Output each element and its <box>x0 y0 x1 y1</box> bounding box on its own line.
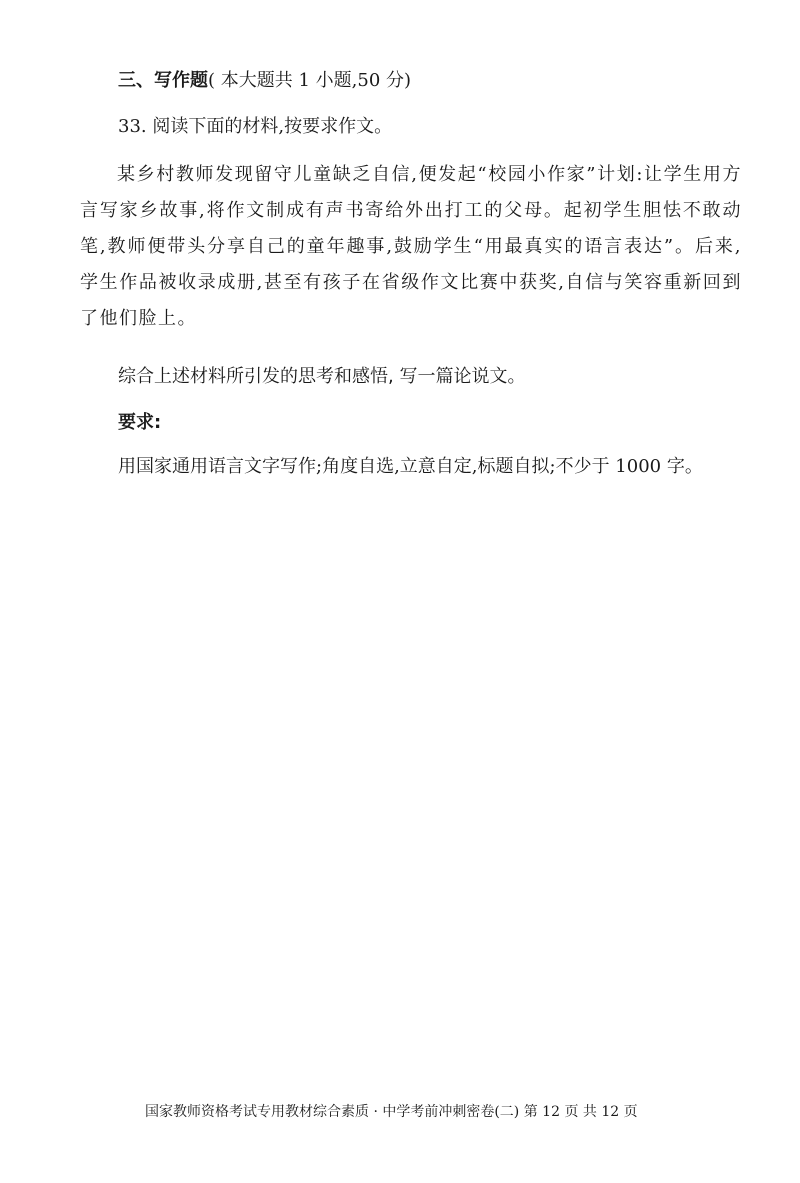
reading-material: 某乡村教师发现留守儿童缺乏自信,便发起“校园小作家”计划:让学生用方言写家乡故事,将作文制成有声书寄给外出打工的父母。起初学生胆怯不敢动笔,教师便带头分享自己的童年趣事,鼓励学生“用最真实的语言表达”。后来,学生作品被收录成册,甚至有孩子在省级作文比赛中获奖,自信与笑容重新回到了他们脸上。 <box>80 164 742 329</box>
section-heading-title: 三、写作题 <box>118 70 208 91</box>
section-heading-detail: ( 本大题共 1 小题,50 分) <box>208 70 412 91</box>
page-footer: 国家教师资格考试专用教材综合素质 · 中学考前冲刺密卷(二) 第 12 页 共 12 页 <box>145 1104 638 1120</box>
question-stem: 33. 阅读下面的材料,按要求作文。 <box>118 116 393 137</box>
writing-prompt: 综合上述材料所引发的思考和感悟, 写一篇论说文。 <box>118 366 526 387</box>
section-heading <box>118 66 411 96</box>
requirements-text: 用国家通用语言文字写作;角度自选,立意自定,标题自拟;不少于 1000 字。 <box>118 456 703 477</box>
requirements-label: 要求: <box>118 412 162 433</box>
